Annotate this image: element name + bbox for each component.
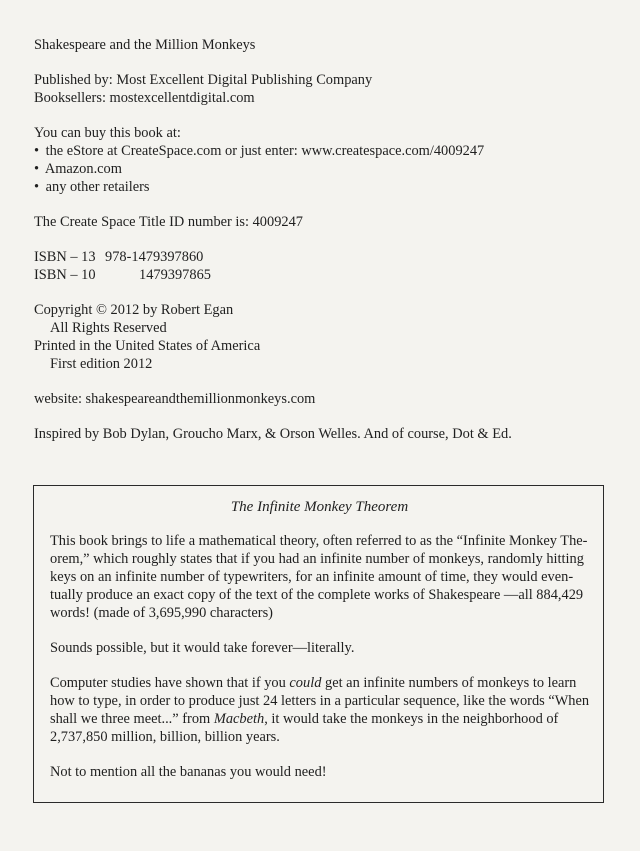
theorem-p1-line: keys on an infinite number of typewriters, for an infinite amount of time, they would even- xyxy=(50,569,574,585)
buy-heading: You can buy this book at: xyxy=(34,125,181,141)
buy-item xyxy=(34,160,614,178)
edition-line: First edition 2012 xyxy=(50,356,153,372)
book-title: Shakespeare and the Million Monkeys xyxy=(34,37,256,53)
title-id-block xyxy=(34,213,614,231)
buy-item-text: Amazon.com xyxy=(44,161,122,177)
buy-block xyxy=(34,124,614,196)
theorem-p3-line: how to type, in order to produce just 24 letters in a particular sequence, like the words “When xyxy=(50,693,590,709)
theorem-p3-line xyxy=(50,710,589,728)
bullet-icon: • xyxy=(34,179,40,195)
theorem-p1-line: words! (made of 3,695,990 characters) xyxy=(50,605,273,621)
website-block xyxy=(34,390,614,408)
title-id: The Create Space Title ID number is: 4009247 xyxy=(34,214,303,230)
theorem-p1-line: This book brings to life a mathematical theory, often referred to as the “Infinite Monkey The- xyxy=(50,533,588,549)
booksellers: Booksellers: mostexcellentdigital.com xyxy=(34,90,255,106)
theorem-paragraph-1 xyxy=(50,532,589,622)
theorem-paragraph-2 xyxy=(50,639,589,657)
theorem-box xyxy=(33,485,604,803)
isbn-10-row xyxy=(34,266,614,284)
text-run: Computer studies have shown that if you xyxy=(50,675,290,691)
website-line: website: shakespeareandthemillionmonkeys.com xyxy=(34,391,316,407)
theorem-p2-line: Sounds possible, but it would take forever—literally. xyxy=(50,640,355,656)
theorem-p3-line: 2,737,850 million, billion, billion years. xyxy=(50,729,280,745)
isbn-13-value: 978-1479397860 xyxy=(105,249,204,265)
published-by: Published by: Most Excellent Digital Publishing Company xyxy=(34,72,373,88)
emphasis-could: could xyxy=(289,675,322,691)
text-run: get an infinite numbers of monkeys to learn xyxy=(321,675,577,691)
theorem-p1-line: tually produce an exact copy of the text of the complete works of Shakespeare —all 884,429 xyxy=(50,587,584,603)
isbn-block xyxy=(34,248,614,284)
copyright-line: Copyright © 2012 by Robert Egan xyxy=(34,302,234,318)
copyright-block xyxy=(34,301,614,373)
copyright-page xyxy=(34,36,614,460)
buy-item xyxy=(34,142,614,160)
theorem-p3-line xyxy=(50,674,589,692)
buy-item-text: any other retailers xyxy=(45,179,150,195)
rights-line: All Rights Reserved xyxy=(50,320,167,336)
bullet-icon: • xyxy=(34,143,40,159)
emphasis-macbeth: Macbeth xyxy=(213,711,265,727)
isbn-10-label: ISBN – 10 xyxy=(34,267,96,283)
theorem-paragraph-3 xyxy=(50,674,589,746)
isbn-13-row xyxy=(34,248,614,266)
bullet-icon: • xyxy=(34,161,40,177)
isbn-10-value: 1479397865 xyxy=(139,267,211,283)
text-run: , it would take the monkeys in the neighborhood of xyxy=(264,711,559,727)
buy-item xyxy=(34,178,614,196)
book-title-block xyxy=(34,36,614,54)
inspired-block xyxy=(34,425,614,443)
theorem-p1-line: orem,” which roughly states that if you had an infinite number of monkeys, randomly hitting xyxy=(50,551,584,567)
theorem-p4-line: Not to mention all the bananas you would need! xyxy=(50,764,327,780)
theorem-paragraph-4 xyxy=(50,763,589,781)
theorem-title: The Infinite Monkey Theorem xyxy=(230,499,409,515)
text-run: shall we three meet...” from xyxy=(50,711,214,727)
inspired-line: Inspired by Bob Dylan, Groucho Marx, & Orson Welles. And of course, Dot & Ed. xyxy=(34,426,512,442)
buy-item-text: the eStore at CreateSpace.com or just enter: www.createspace.com/4009247 xyxy=(45,143,485,159)
printed-line: Printed in the United States of America xyxy=(34,338,261,354)
publisher-block xyxy=(34,71,614,107)
isbn-13-label: ISBN – 13 xyxy=(34,249,96,265)
